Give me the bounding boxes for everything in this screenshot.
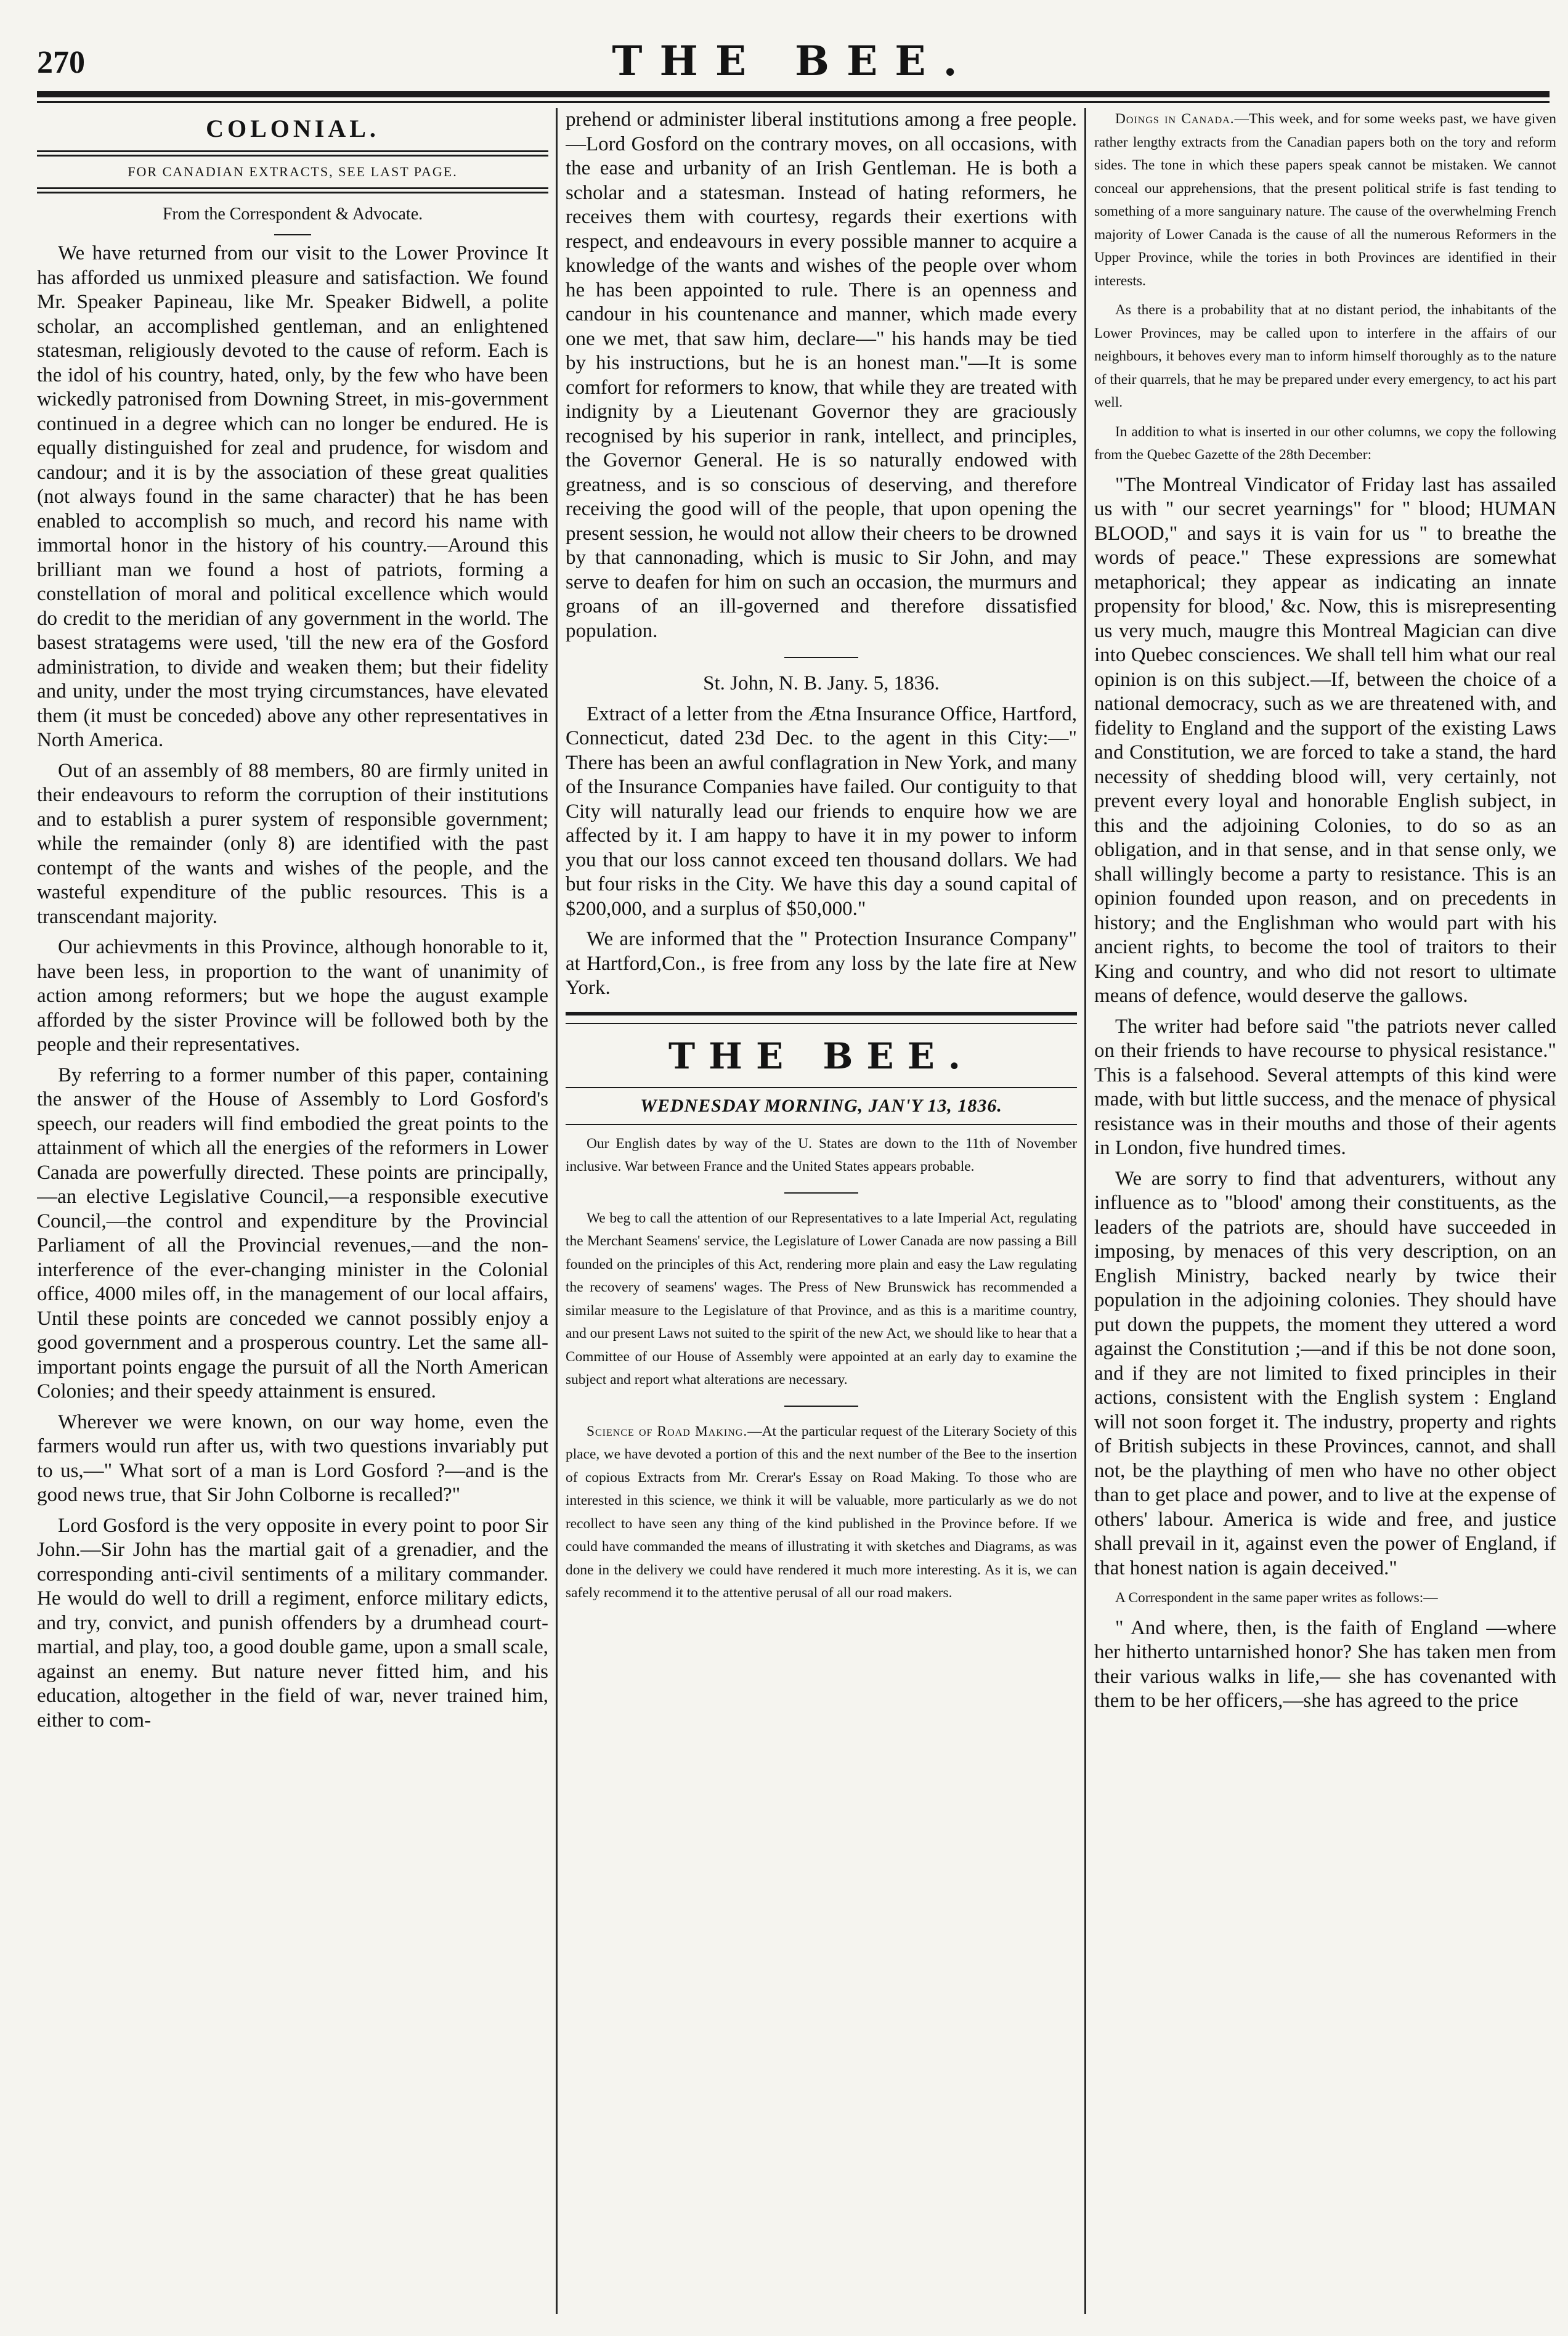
quote-paragraph: " And where, then, is the faith of England —where her hitherto untarnished honor? She has taken men from their various walks in life,— she has covenanted with them to be her officers,—she has agreed to the price — [1094, 1616, 1556, 1712]
extract-paragraph: Extract of a letter from the Ætna Insurance Office, Hartford, Connecticut, dated 23d Dec. to the agent in this City:—" There has been an awful conflagration in New York, and many of the Insurance Companies have failed. Our contiguity to that City will naturally lead our friends to enquire how we are affected by it. I am happy to have it in my power to inform you that our loss cannot exceed ten thousand dollars. We had but four risks in the City. We have this day a sound capital of $200,000, and a surplus of $50,000." — [566, 702, 1077, 920]
quote-paragraph: We are sorry to find that adventurers, without any influence as to "blood' among their constituents, as the leaders of the patriots are, should have succeeded in imposing, by menaces of this very description, on an English Ministry, backed nearly by twice their population in the adjoining colonies. They should have put down the puppets, the moment they uttered a word against the Constitution ;—and if this be not done soon, and if they are not limited to fixed principles in their actions, consistent with the English system : England will not soon forget it. The industry, property and rights of British subjects in these Provinces, cannot, and shall not, be the plaything of men who have no other object than to get place and power, and to live at the expense of others' labour. America is wide and free, and justice shall prevail in it, against even the power of England, if that honest nation is again deceived." — [1094, 1167, 1556, 1579]
article-paragraph: Wherever we were known, on our way home, even the farmers would run after us, with two questions invariably put to us,—" What sort of a man is Lord Gosford ?—and is the good news true, that Sir John Colborne is recalled?" — [37, 1410, 548, 1506]
dateline: St. John, N. B. Jany. 5, 1836. — [703, 672, 940, 694]
road-making-text: —At the particular request of the Literary Society of this place, we have devoted a portion of this and the next number of the Bee to the insertion of copious Extracts from Mr. Crerar's Essay on Road Making. To those who are interested in this science, we think it will be valuable, more particularly as we do not recollect to have seen any thing of the kind published in the Province before. If we could have commanded the means of illustrating it with sketches and Diagrams, as was done in the delivery we could have rendered it much more interesting. As it is, we can safely recommend it to the attentive perusal of all our road makers. — [566, 1423, 1077, 1601]
doings-text: —This week, and for some weeks past, we have given rather lengthy extracts from the Canadian papers both on the tory and reform sides. The tone in which these papers speak cannot be mistaken. We cannot conceal our apprehensions, that the present political strife is fast tending to something of a more sanguinary nature. The cause of the overwhelming French majority of Lower Canada is the cause of all the numerous Reformers in the Upper Province, while the tories in both Provinces are identified in their interests. — [1094, 111, 1556, 289]
column-right — [1094, 108, 1556, 2314]
doings-heading: Doings in Canada. — [1115, 111, 1235, 127]
quote-paragraph: "The Montreal Vindicator of Friday last has assailed us with " our secret yearnings" for " blood; HUMAN BLOOD," and says it is vain for us " to breathe the words of peace." These expressions are somewhat metaphorical; they appear as indicating an innate propensity for blood,' &c. Now, this is misrepresenting us very much, maugre this Montreal Magician can dive into Quebec consciences. We shall tell him what our real opinion is on this subject.—If, between the choice of a national democracy, such as we are threatened with, and fidelity to England and the support of the existing Laws and Constitution, we are forced to take a stand, the hard necessity of shedding blood will, very certainly, not prevent every loyal and honorable English subject, in this and the adjoining Colonies, to do so as an obligation, and in that sense, and in that sense only, we shall willingly become a party to resistance. This is an opinion founded upon reason, and on precedents in history; and the Englishman who would part with his ancient rights, to become the tool of traitors to their King and country, and who did not resort to ultimate means of defence, would deserve the gallows. — [1094, 473, 1556, 1007]
issue-date: WEDNESDAY MORNING, JAN'Y 13, 1836. — [640, 1095, 1002, 1116]
addition-paragraph: In addition to what is inserted in our other columns, we copy the following from the Quebec Gazette of the 28th December: — [1094, 423, 1556, 463]
double-rule — [37, 187, 548, 193]
header-rule-thin — [37, 101, 1550, 103]
article-paragraph: Lord Gosford is the very opposite in every point to poor Sir John.—Sir John has the martial gait of a grenadier, and the corresponding anti-civil sentiments of a military commander. He would do well to drill a regiment, enforce military edicts, and try, convict, and punish offenders by a drumhead court-martial, and play, too, a good double game, upon a small scale, against an enemy. But nature never fitted him, and his education, altogether in the field of war, never trained him, either to com- — [37, 1514, 548, 1732]
short-rule — [784, 1406, 858, 1407]
news-paragraph: Our English dates by way of the U. States are down to the 11th of November inclusive. War between France and the United States appears probable. — [566, 1135, 1077, 1174]
separator-rule — [566, 1087, 1077, 1088]
page-header — [37, 37, 1550, 86]
article-source: From the Correspondent & Advocate. — [162, 205, 423, 224]
quote-paragraph: The writer had before said "the patriots never called on their friends to have recourse to physical resistance." This is a falsehood. Several attempts of this kind were made, with but little success, and the menace of physical resistance was in their mouths and those of their agents in London, five hundred times. — [1094, 1015, 1556, 1159]
continued-paragraph: prehend or administer liberal institutions among a free people.—Lord Gosford on the contrary moves, on all occasions, with the ease and urbanity of an Irish Gentleman. He is both a scholar and a statesman. Instead of hating reformers, he receives them with courtesy, regards their exertions with respect, and endeavours in every possible manner to acquire a knowledge of the wants and wishes of the people over whom he has been appointed to rule. There is an openness and candour in his countenance and manner, which made every one we met, that saw him, declare—" his hands may be tied by his instructions, but he is an honest man."—It is some comfort for reformers to know, that while they are treated with indignity by a Lieutenant Governor they are graciously recognised by his superior in rank, intellect, and principles, the Governor General. He is so naturally endowed with greatness, and is so conscious of deserving, and therefore receiving the good will of the people, that upon opening the present session, he would not allow their cheers to be drowned by that cannonading, which is music to Sir John, and may serve to deafen for him on such an occasion, the murmurs and groans of an ill-governed and therefore dissatisfied population. — [566, 108, 1077, 642]
article-paragraph: By referring to a former number of this paper, containing the answer of the House of Assembly to Lord Gosford's speech, our readers will find embodied the great points to the attainment of which all the energies of the reformers in Lower Canada are powerfully directed. These points are principally,—an elective Legislative Council,—a responsible executive Council,—the control and expenditure by the Provincial Parliament of all the Provincial revenues,—and the non-interference of the ever-changing minister in the Colonial office, 4000 miles off, in the management of our local affairs, Until these points are conceded we cannot possibly enjoy a good government and a prosperous country. Let the same all-important points engage the pursuit of all the North American Colonies; and their speedy attainment is ensured. — [37, 1064, 548, 1402]
correspondent-paragraph: A Correspondent in the same paper writes as follows:— — [1115, 1590, 1438, 1606]
section-note: FOR CANADIAN EXTRACTS, SEE LAST PAGE. — [128, 164, 458, 179]
road-making-paragraph — [566, 1420, 1077, 1605]
short-rule — [784, 1192, 858, 1194]
column-colonial — [37, 108, 548, 2314]
short-rule — [784, 657, 858, 658]
article-paragraph: We have returned from our visit to the Lower Province It has afforded us unmixed pleasure and satisfaction. We found Mr. Speaker Papineau, like Mr. Speaker Bidwell, a polite scholar, an accomplished gentleman, and an enlightened statesman, religiously devoted to the cause of reform. Each is the idol of his country, hated, only, by the few who have been wickedly patronised from Downing Street, in mis-government continued in a degree which can no longer be endured. He is equally distinguished for zeal and prudence, for wisdom and candour; and it is by the association of these great qualities (not always found in the same character) that he has been enabled to accomplish so much, and record his name with immortal honor in the history of his country.—Around this brilliant man we found a host of patriots, forming a constellation of moral and political excellence which would do credit to the meridian of any government in the world. The basest stratagems were used, 'till the new era of the Gosford administration, to divide and weaken them; but their fidelity and unity, under the most trying circumstances, have elevated them (it must be conceded) above any other representatives in North America. — [37, 242, 548, 751]
editorial-masthead: THE BEE. — [668, 1035, 974, 1077]
separator-rule — [566, 1012, 1077, 1015]
header-rule-thick — [37, 91, 1550, 97]
separator-rule — [566, 1023, 1077, 1024]
article-paragraph: Out of an assembly of 88 members, 80 are firmly united in their endeavours to reform the corruption of their institutions and to establish a purer system of responsible government; while the remainder (only 8) are identified with the past contempt of the wants and wishes of the people, and the wasteful expenditure of the public resources. This is a transcendant majority. — [37, 759, 548, 928]
attention-paragraph: We beg to call the attention of our Representatives to a late Imperial Act, regulating the Merchant Seamens' service, the Legislature of Lower Canada are now passing a Bill founded on the principles of this Act, rendering more plain and easy the Law regulating the recovery of seamens' wages. The Press of New Brunswick has recommended a similar measure to the Legislature of that Province, and as this is a maritime country, and our present Laws not suited to the spirit of the new Act, we should like to hear that a Committee of our House of Assembly were appointed at an early day to examine the subject and report what alterations are necessary. — [566, 1210, 1077, 1388]
short-rule — [274, 234, 311, 235]
article-paragraph: Our achievments in this Province, although honorable to it, have been less, in proportion to the want of unanimity of action among reformers; but we hope the august example afforded by the sister Province will be followed both by the people and their representatives. — [37, 936, 548, 1056]
page-number: 270 — [37, 45, 85, 80]
column-divider — [1084, 108, 1086, 2314]
column-middle — [566, 108, 1077, 2314]
separator-rule — [566, 1124, 1077, 1125]
informed-paragraph: We are informed that the " Protection Insurance Company" at Hartford,Con., is free from any loss by the late fire at New York. — [566, 928, 1077, 999]
column-divider — [556, 108, 558, 2314]
doings-paragraph — [1094, 108, 1556, 293]
probability-paragraph: As there is a probability that at no distant period, the inhabitants of the Lower Provinces, may be called upon to interfere in the affairs of our neighbours, it behoves every man to inform himself thoroughly as to the nature of their quarrels, that he may be prepared under every emergency, to act his part well. — [1094, 302, 1556, 410]
road-making-heading: Science of Road Making. — [587, 1423, 748, 1439]
masthead: THE BEE. — [612, 37, 975, 85]
double-rule — [37, 150, 548, 157]
section-title: COLONIAL. — [206, 115, 380, 142]
